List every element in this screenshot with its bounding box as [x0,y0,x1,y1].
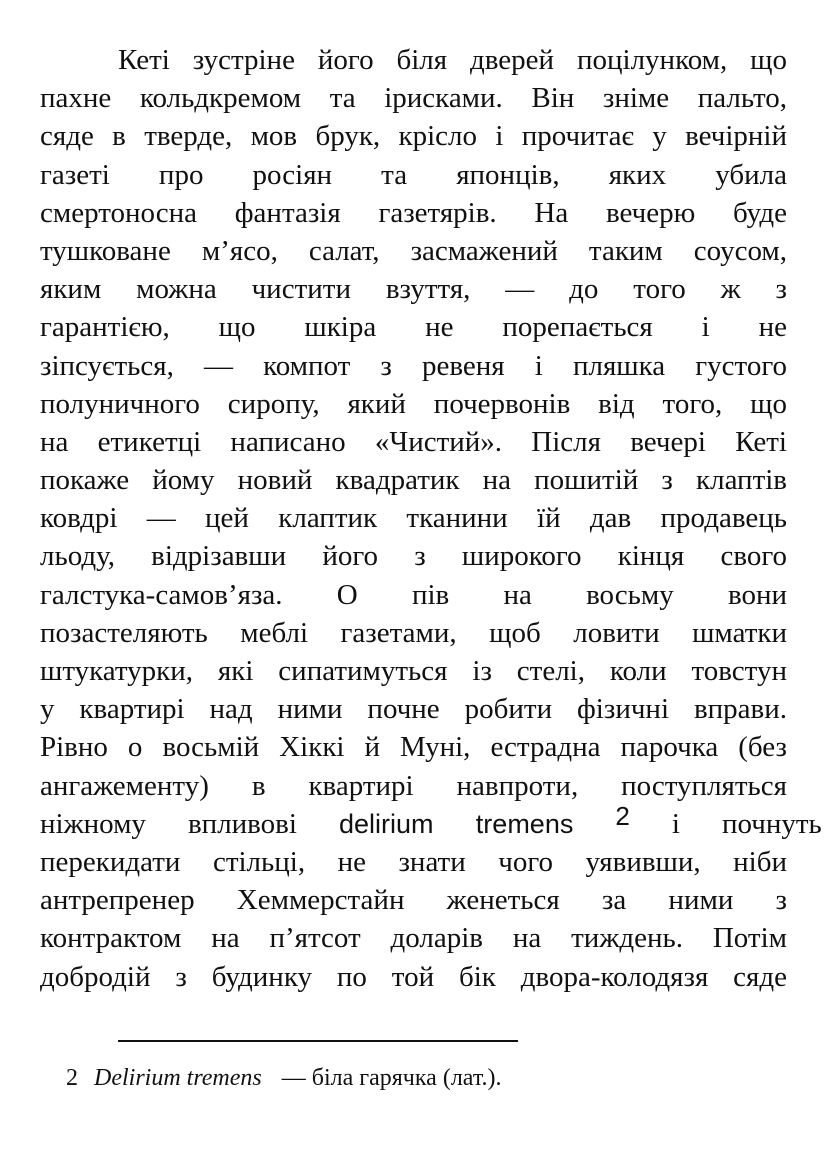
text-line: пахне кольдкремом та ірисками. Він зніме пальто, [40,82,787,115]
footnote-separator [118,1040,518,1042]
footnote-term: Delirium tremens [94,1065,262,1091]
text-line: гарантією, що шкіра не порепається і не [40,311,787,344]
footnote-reference[interactable]: 2 [615,800,630,831]
text-line: Кеті зустріне його біля дверей поцілунком, що [118,44,787,76]
text-line: льоду, відрізавши його з широкого кінця свого [40,540,787,573]
text-line: газеті про росіян та японців, яких убила [40,158,787,191]
text-line: антрепренер Хеммерстайн женеться за ними з [40,884,787,917]
text-line: на етикетці написано «Чистий». Після вечері Кеті [40,425,787,458]
line-text-before: ніжному впливові [40,807,297,840]
text-line: ангажементу) в квартирі навпроти, поступляться [40,769,787,802]
text-line: тушковане м’ясо, салат, засмажений таким соусом, [40,234,787,267]
text-line: ковдрі — цей клаптик тканини їй дав продавець [40,502,787,535]
text-line: Рівно о восьмій Хіккі й Муні, естрадна парочка (без [40,731,787,764]
line-text-after: і почнуть [671,807,822,840]
main-text [40,41,822,996]
text-line-with-footnote-ref [40,800,822,843]
text-line: добродій з будинку по той бік двора-колодязя сяде [40,960,787,993]
text-line: сяде в тверде, мов брук, крісло і прочитає у вечірній [40,120,787,153]
text-line: галстука-самов’яза. О пів на восьму вони [40,578,787,611]
text-line: у квартирі над ними почне робити фізичні вправи. [40,693,787,726]
text-line: зіпсується, — компот з ревеня і пляшка густого [40,349,787,382]
text-line: позастеляють меблі газетами, щоб ловити шматки [40,616,787,649]
text-line: контрактом на п’ятсот доларів на тиждень. Потім [40,922,787,955]
footnote [66,1058,766,1098]
text-line: смертоносна фантазія газетярів. На вечерю буде [40,196,787,229]
text-line: штукатурки, які сипатимуться із стелі, коли товстун [40,655,787,687]
footnote-number: 2 [66,1065,78,1091]
footnote-definition: — біла гарячка (лат.). [281,1065,502,1091]
text-line: перекидати стільці, не знати чого уявивши, ніби [40,845,787,878]
text-line: яким можна чистити взуття, — до того ж з [40,273,787,306]
latin-term: delirium tremens [338,808,574,839]
text-line: покаже йому новий квадратик на пошитій з клаптів [40,464,787,497]
text-line: полуничного сиропу, який почервонів від того, що [40,387,787,420]
